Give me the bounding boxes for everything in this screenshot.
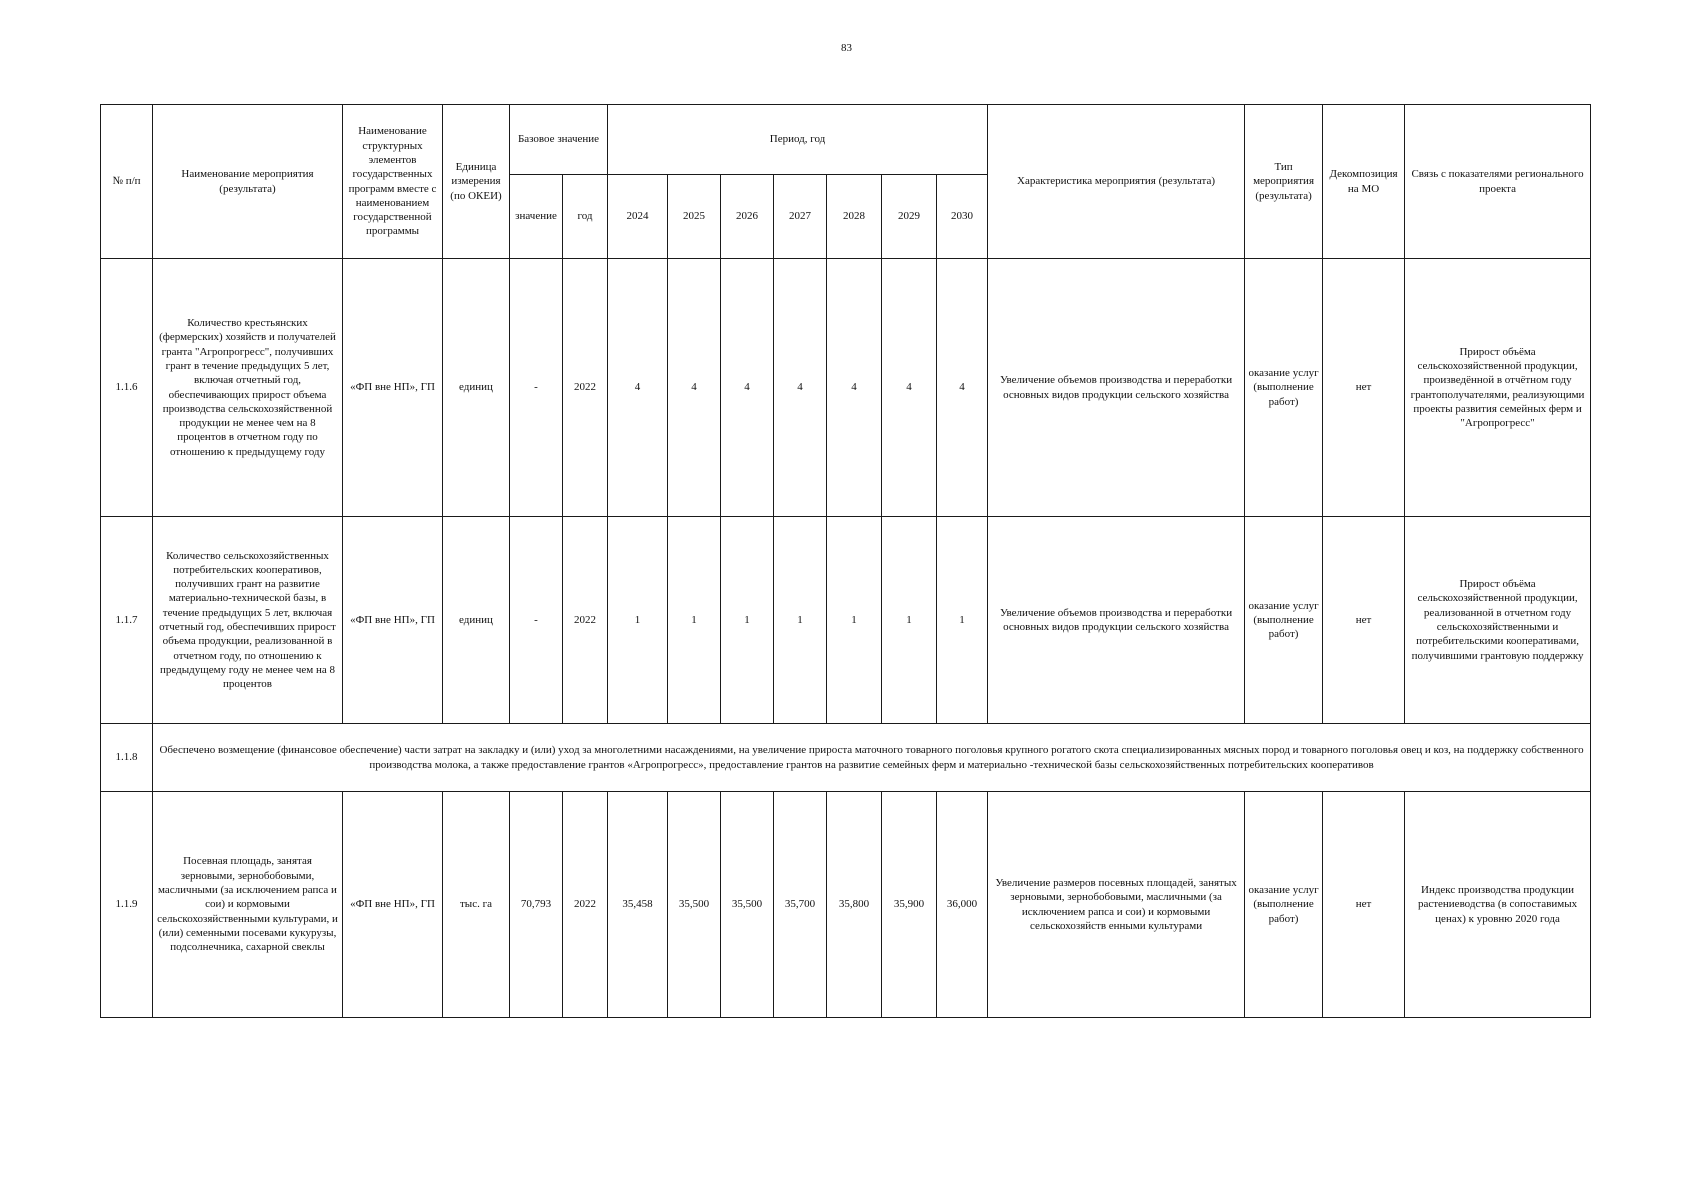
header-base-year: год <box>563 175 608 259</box>
row-value: 1 <box>721 517 774 724</box>
header-characteristic: Характеристика мероприятия (результата) <box>988 105 1245 259</box>
row-name: Посевная площадь, занятая зерновыми, зернобобовыми, масличными (за исключением рапса и сои) и кормовыми сельскохозяйственными культурами, и (или) семенными посевами кукурузы, подсолнечника, сахарной свеклы <box>153 792 343 1018</box>
row-unit: единиц <box>443 259 510 517</box>
row-num: 1.1.6 <box>101 259 153 517</box>
results-table <box>100 104 1591 1018</box>
row-value: 4 <box>937 259 988 517</box>
row-type: оказание услуг (выполнение работ) <box>1245 792 1323 1018</box>
row-num: 1.1.7 <box>101 517 153 724</box>
row-value: 1 <box>827 517 882 724</box>
row-value: 4 <box>774 259 827 517</box>
table-row <box>101 259 1591 517</box>
table-row <box>101 517 1591 724</box>
row-value: 4 <box>827 259 882 517</box>
row-link: Индекс производства продукции растениеводства (в сопоставимых ценах) к уровню 2020 года <box>1405 792 1591 1018</box>
row-value: 35,500 <box>668 792 721 1018</box>
row-num: 1.1.9 <box>101 792 153 1018</box>
row-value: 4 <box>721 259 774 517</box>
row-value: 36,000 <box>937 792 988 1018</box>
row-num: 1.1.8 <box>101 724 153 792</box>
header-base: Базовое значение <box>510 105 608 175</box>
header-row-1 <box>101 105 1591 175</box>
row-name: Количество крестьянских (фермерских) хозяйств и получателей гранта "Агропрогресс", получивших грант в течение предыдущих 5 лет, включая отчетный год, обеспечивающих прирост объема производства сельскохозяйственной продукции не менее чем на 8 процентов в отчетном году по отношению к предыдущему году <box>153 259 343 517</box>
header-decomposition: Декомпозиция на МО <box>1323 105 1405 259</box>
row-base-value: 70,793 <box>510 792 563 1018</box>
row-decomposition: нет <box>1323 517 1405 724</box>
row-value: 1 <box>608 517 668 724</box>
header-year: 2024 <box>608 175 668 259</box>
row-value: 1 <box>774 517 827 724</box>
row-struct: «ФП вне НП», ГП <box>343 517 443 724</box>
row-link: Прирост объёма сельскохозяйственной продукции, реализованной в отчетном году сельскохозяйственными и потребительскими кооперативами, получившими грантовую поддержку <box>1405 517 1591 724</box>
row-characteristic: Увеличение размеров посевных площадей, занятых зерновыми, зернобобовыми, масличными (за исключением рапса и сои) и кормовыми сельскохозяйств енными культурами <box>988 792 1245 1018</box>
row-value: 1 <box>882 517 937 724</box>
row-base-year: 2022 <box>563 517 608 724</box>
table-row <box>101 792 1591 1018</box>
header-year: 2027 <box>774 175 827 259</box>
row-characteristic: Увеличение объемов производства и переработки основных видов продукции сельского хозяйства <box>988 517 1245 724</box>
page-number: 83 <box>841 42 852 54</box>
header-link: Связь с показателями регионального проекта <box>1405 105 1591 259</box>
header-type: Тип мероприятия (результата) <box>1245 105 1323 259</box>
row-value: 35,900 <box>882 792 937 1018</box>
row-value: 1 <box>668 517 721 724</box>
row-value: 1 <box>937 517 988 724</box>
row-name: Количество сельскохозяйственных потребительских кооперативов, получивших грант на развитие материально-технической базы, в течение предыдущих 5 лет, включая отчетный год, обеспечивших прирост объема продукции, реализованной в отчетном году, по отношению к предыдущему году не менее чем на 8 процентов <box>153 517 343 724</box>
row-decomposition: нет <box>1323 792 1405 1018</box>
row-value: 35,500 <box>721 792 774 1018</box>
row-decomposition: нет <box>1323 259 1405 517</box>
header-num: № п/п <box>101 105 153 259</box>
row-characteristic: Увеличение объемов производства и переработки основных видов продукции сельского хозяйства <box>988 259 1245 517</box>
row-value: 35,700 <box>774 792 827 1018</box>
header-base-value: значение <box>510 175 563 259</box>
row-unit: единиц <box>443 517 510 724</box>
header-period: Период, год <box>608 105 988 175</box>
row-type: оказание услуг (выполнение работ) <box>1245 259 1323 517</box>
row-value: 4 <box>882 259 937 517</box>
header-year: 2030 <box>937 175 988 259</box>
row-base-value: - <box>510 259 563 517</box>
row-value: 4 <box>668 259 721 517</box>
header-year: 2026 <box>721 175 774 259</box>
row-value: 35,800 <box>827 792 882 1018</box>
row-base-year: 2022 <box>563 792 608 1018</box>
row-struct: «ФП вне НП», ГП <box>343 792 443 1018</box>
row-type: оказание услуг (выполнение работ) <box>1245 517 1323 724</box>
row-base-value: - <box>510 517 563 724</box>
header-year: 2028 <box>827 175 882 259</box>
row-base-year: 2022 <box>563 259 608 517</box>
table-row <box>101 724 1591 792</box>
header-year: 2025 <box>668 175 721 259</box>
header-name: Наименование мероприятия (результата) <box>153 105 343 259</box>
row-spanning-text: Обеспечено возмещение (финансовое обеспечение) части затрат на закладку и (или) уход за многолетними насаждениями, на увеличение прироста маточного товарного поголовья крупного рогатого скота специализированных мясных пород и товарного поголовья овец и коз, на поддержку собственного производства молока, а также предоставление грантов «Агропрогресс», предоставление грантов на развитие семейных ферм и материально -технической базы сельскохозяйственных потребительских кооперативов <box>153 724 1591 792</box>
row-struct: «ФП вне НП», ГП <box>343 259 443 517</box>
row-value: 4 <box>608 259 668 517</box>
row-unit: тыс. га <box>443 792 510 1018</box>
header-struct: Наименование структурных элементов государственных программ вместе с наименованием государственной программы <box>343 105 443 259</box>
header-year: 2029 <box>882 175 937 259</box>
row-value: 35,458 <box>608 792 668 1018</box>
row-link: Прирост объёма сельскохозяйственной продукции, произведённой в отчётном году грантополучателями, реализующими проекты развития семейных ферм и "Агропрогресс" <box>1405 259 1591 517</box>
header-unit: Единица измерения (по ОКЕИ) <box>443 105 510 259</box>
